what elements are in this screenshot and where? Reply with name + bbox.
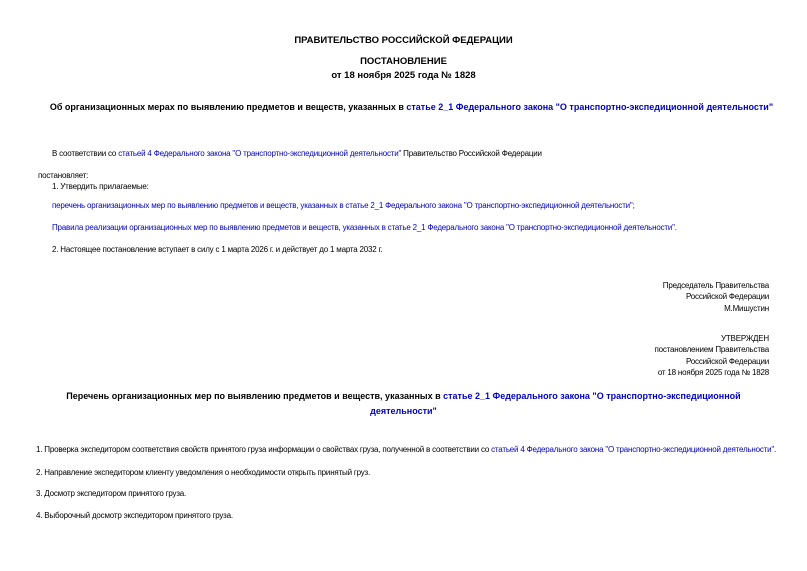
annex-title-law-link[interactable]: статье 2_1 Федерального закона "О транспортно-экспедиционной деятельности" xyxy=(370,391,741,416)
preamble-text-post: Правительство Российской Федерации xyxy=(401,149,542,158)
decree-word: постановляет: xyxy=(38,171,89,180)
annex-item-3: 3. Досмотр экспедитором принятого груза. xyxy=(36,489,187,498)
annex-ref-1 xyxy=(38,200,785,211)
annex-ref-2-link[interactable]: Правила реализации организационных мер по выявлению предметов и веществ, указанных в статье 2_1 Федерального закона "О транспортно-экспедиционной деятельности". xyxy=(52,223,677,232)
annex-item-1 xyxy=(36,444,787,455)
signature-block xyxy=(663,280,769,314)
document-title xyxy=(38,101,785,114)
annex-item-1-text-post: . xyxy=(774,445,777,454)
document-title-law-link[interactable]: статье 2_1 Федерального закона "О транспортно-экспедиционной деятельности" xyxy=(406,102,774,112)
clause-2-effective: 2. Настоящее постановление вступает в силу с 1 марта 2026 г. и действует до 1 марта 2032 г. xyxy=(52,245,383,254)
signature-name: М.Мишустин xyxy=(724,303,769,313)
annex-title-text: Перечень организационных мер по выявлению предметов и веществ, указанных в xyxy=(66,391,444,401)
annex-item-1-law-link[interactable]: статьей 4 Федерального закона "О транспортно-экспедиционной деятельности" xyxy=(491,445,775,454)
preamble-text-pre: В соответствии со xyxy=(52,149,119,158)
preamble-paragraph xyxy=(38,148,785,159)
signature-line-2: Российской Федерации xyxy=(686,292,769,302)
annex-item-2: 2. Направление экспедитором клиенту уведомления о необходимости открыть принятый груз. xyxy=(36,468,371,477)
approval-block xyxy=(654,333,769,378)
authority-name: ПРАВИТЕЛЬСТВО РОССИЙСКОЙ ФЕДЕРАЦИИ xyxy=(294,35,513,46)
document-date-number: от 18 ноября 2025 года № 1828 xyxy=(331,70,476,81)
approval-line-3: Российской Федерации xyxy=(686,356,769,366)
preamble-law-link[interactable]: статьей 4 Федерального закона "О транспортно-экспедиционной деятельности" xyxy=(118,149,402,158)
approval-line-2: постановлением Правительства xyxy=(654,345,769,355)
annex-item-1-text-pre: 1. Проверка экспедитором соответствия свойств принятого груза информации о свойствах груза, полученной в соответствии со xyxy=(36,445,492,454)
document-type: ПОСТАНОВЛЕНИЕ xyxy=(360,56,447,67)
annex-ref-2 xyxy=(38,222,785,233)
approval-line-4: от 18 ноября 2025 года № 1828 xyxy=(657,367,769,377)
clause-1-approve: 1. Утвердить прилагаемые: xyxy=(52,182,149,191)
annex-ref-1-link[interactable]: перечень организационных мер по выявлению предметов и веществ, указанных в статье 2_1 Федерального закона "О транспортно-экспедиционной деятельности"; xyxy=(52,201,635,210)
document-title-text: Об организационных мерах по выявлению предметов и веществ, указанных в xyxy=(49,102,407,112)
annex-title xyxy=(50,389,757,419)
approval-line-1: УТВЕРЖДЕН xyxy=(720,334,769,343)
signature-line-1: Председатель Правительства xyxy=(662,281,769,290)
annex-item-4: 4. Выборочный досмотр экспедитором принятого груза. xyxy=(36,511,233,520)
